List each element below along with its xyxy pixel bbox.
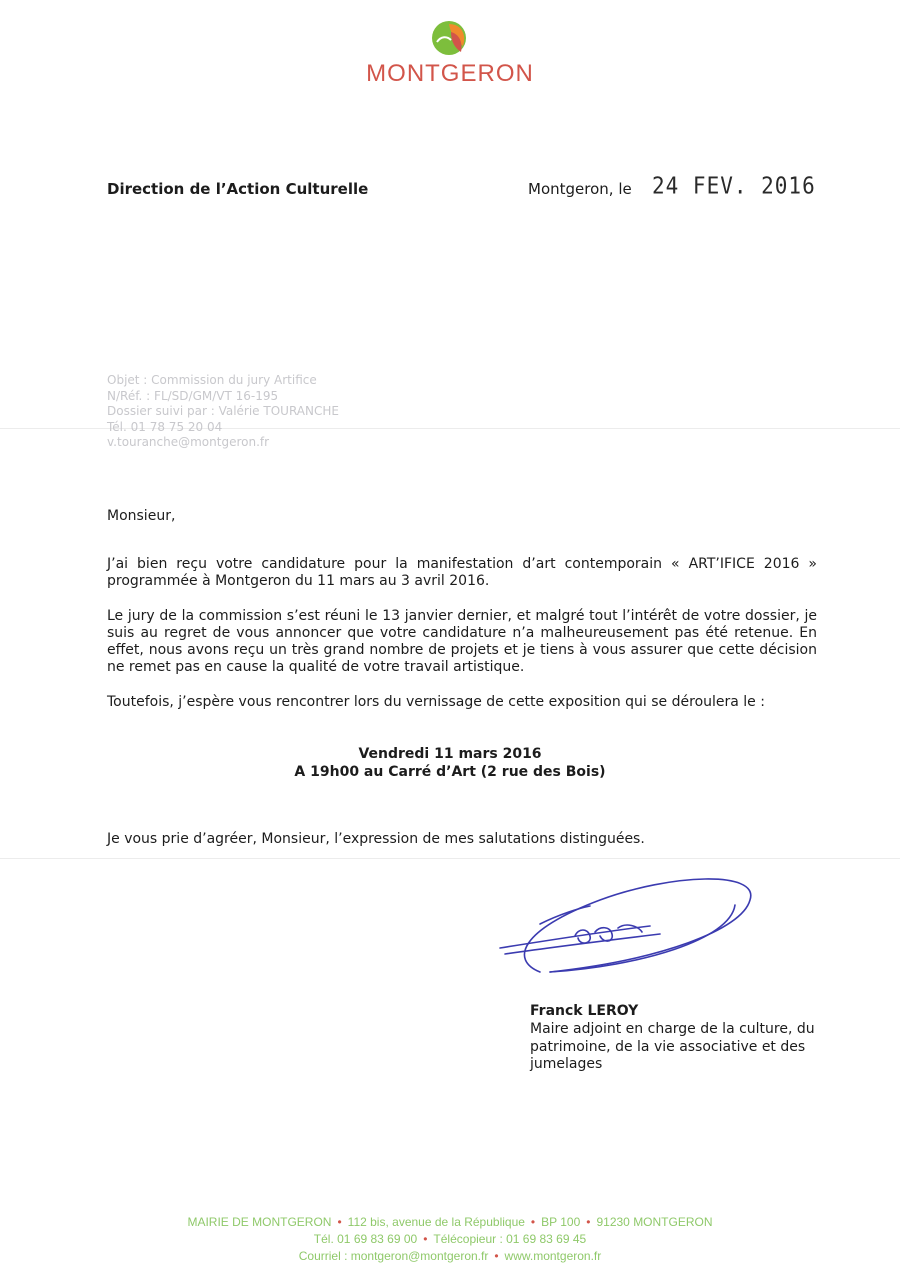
footer-item: 112 bis, avenue de la République (347, 1215, 525, 1229)
signer-name: Franck LEROY (530, 1003, 639, 1019)
montgeron-logo (0, 18, 900, 88)
handwritten-signature (480, 860, 770, 994)
closing-formula: Je vous prie d’agréer, Monsieur, l’expression de mes salutations distinguées. (107, 831, 645, 847)
footer-item: www.montgeron.fr (504, 1249, 602, 1263)
body-paragraph: Le jury de la commission s’est réuni le 13 janvier dernier, et malgré tout l’intérêt de votre dossier, je suis au regret de vous annoncer que votre candidature n’a malheureusement pas été retenue. En effet, nous avons reçu un très grand nombre de projets et je tiens à vous assurer que cette décision ne remet pas en cause la qualité de votre travail artistique. (107, 608, 817, 675)
body-paragraph: Toutefois, j’espère vous rencontrer lors du vernissage de cette exposition qui se déroulera le : (107, 694, 765, 710)
reference-subject: Objet : Commission du jury Artifice (107, 373, 317, 387)
footer-phones: Tél. 01 69 83 69 00 • Télécopieur : 01 69 83 69 45 (313, 1232, 587, 1246)
date-stamp: 24 FEV. 2016 (652, 173, 816, 199)
footer-item: MAIRIE DE MONTGERON (187, 1215, 332, 1229)
event-date: Vendredi 11 mars 2016 (358, 746, 542, 762)
salutation: Monsieur, (107, 508, 176, 524)
footer-contact: Courriel : montgeron@montgeron.fr • www.montgeron.fr (298, 1249, 602, 1263)
reference-email: v.touranche@montgeron.fr (107, 435, 270, 449)
footer-item: Tél. 01 69 83 69 00 (313, 1232, 418, 1246)
reference-block (107, 373, 339, 451)
signer-role: Maire adjoint en charge de la culture, du patrimoine, de la vie associative et des jumelages (530, 1021, 815, 1072)
footer-item: Télécopieur : 01 69 83 69 45 (433, 1232, 587, 1246)
reference-number: N/Réf. : FL/SD/GM/VT 16-195 (107, 388, 279, 403)
footer-item: BP 100 (541, 1215, 581, 1229)
event-location: A 19h00 au Carré d’Art (2 rue des Bois) (294, 764, 606, 780)
paper-fold-line (0, 858, 900, 859)
reference-phone: Tél. 01 78 75 20 04 (107, 419, 223, 434)
logo-wordmark: MONTGERON (366, 60, 534, 87)
department-heading: Direction de l’Action Culturelle (107, 180, 369, 198)
body-paragraph: J’ai bien reçu votre candidature pour la manifestation d’art contemporain « ART’IFICE 2016 » programmée à Montgeron du 11 mars au 3 avril 2016. (107, 556, 817, 589)
footer-item: Courriel : montgeron@montgeron.fr (298, 1249, 489, 1263)
footer-address: MAIRIE DE MONTGERON • 112 bis, avenue de la République • BP 100 • 91230 MONTGERON (187, 1215, 713, 1229)
leaf-emblem-icon (427, 18, 473, 58)
place-label: Montgeron, le (528, 180, 632, 198)
reference-contact: Dossier suivi par : Valérie TOURANCHE (107, 404, 339, 418)
footer-item: 91230 MONTGERON (596, 1215, 713, 1229)
